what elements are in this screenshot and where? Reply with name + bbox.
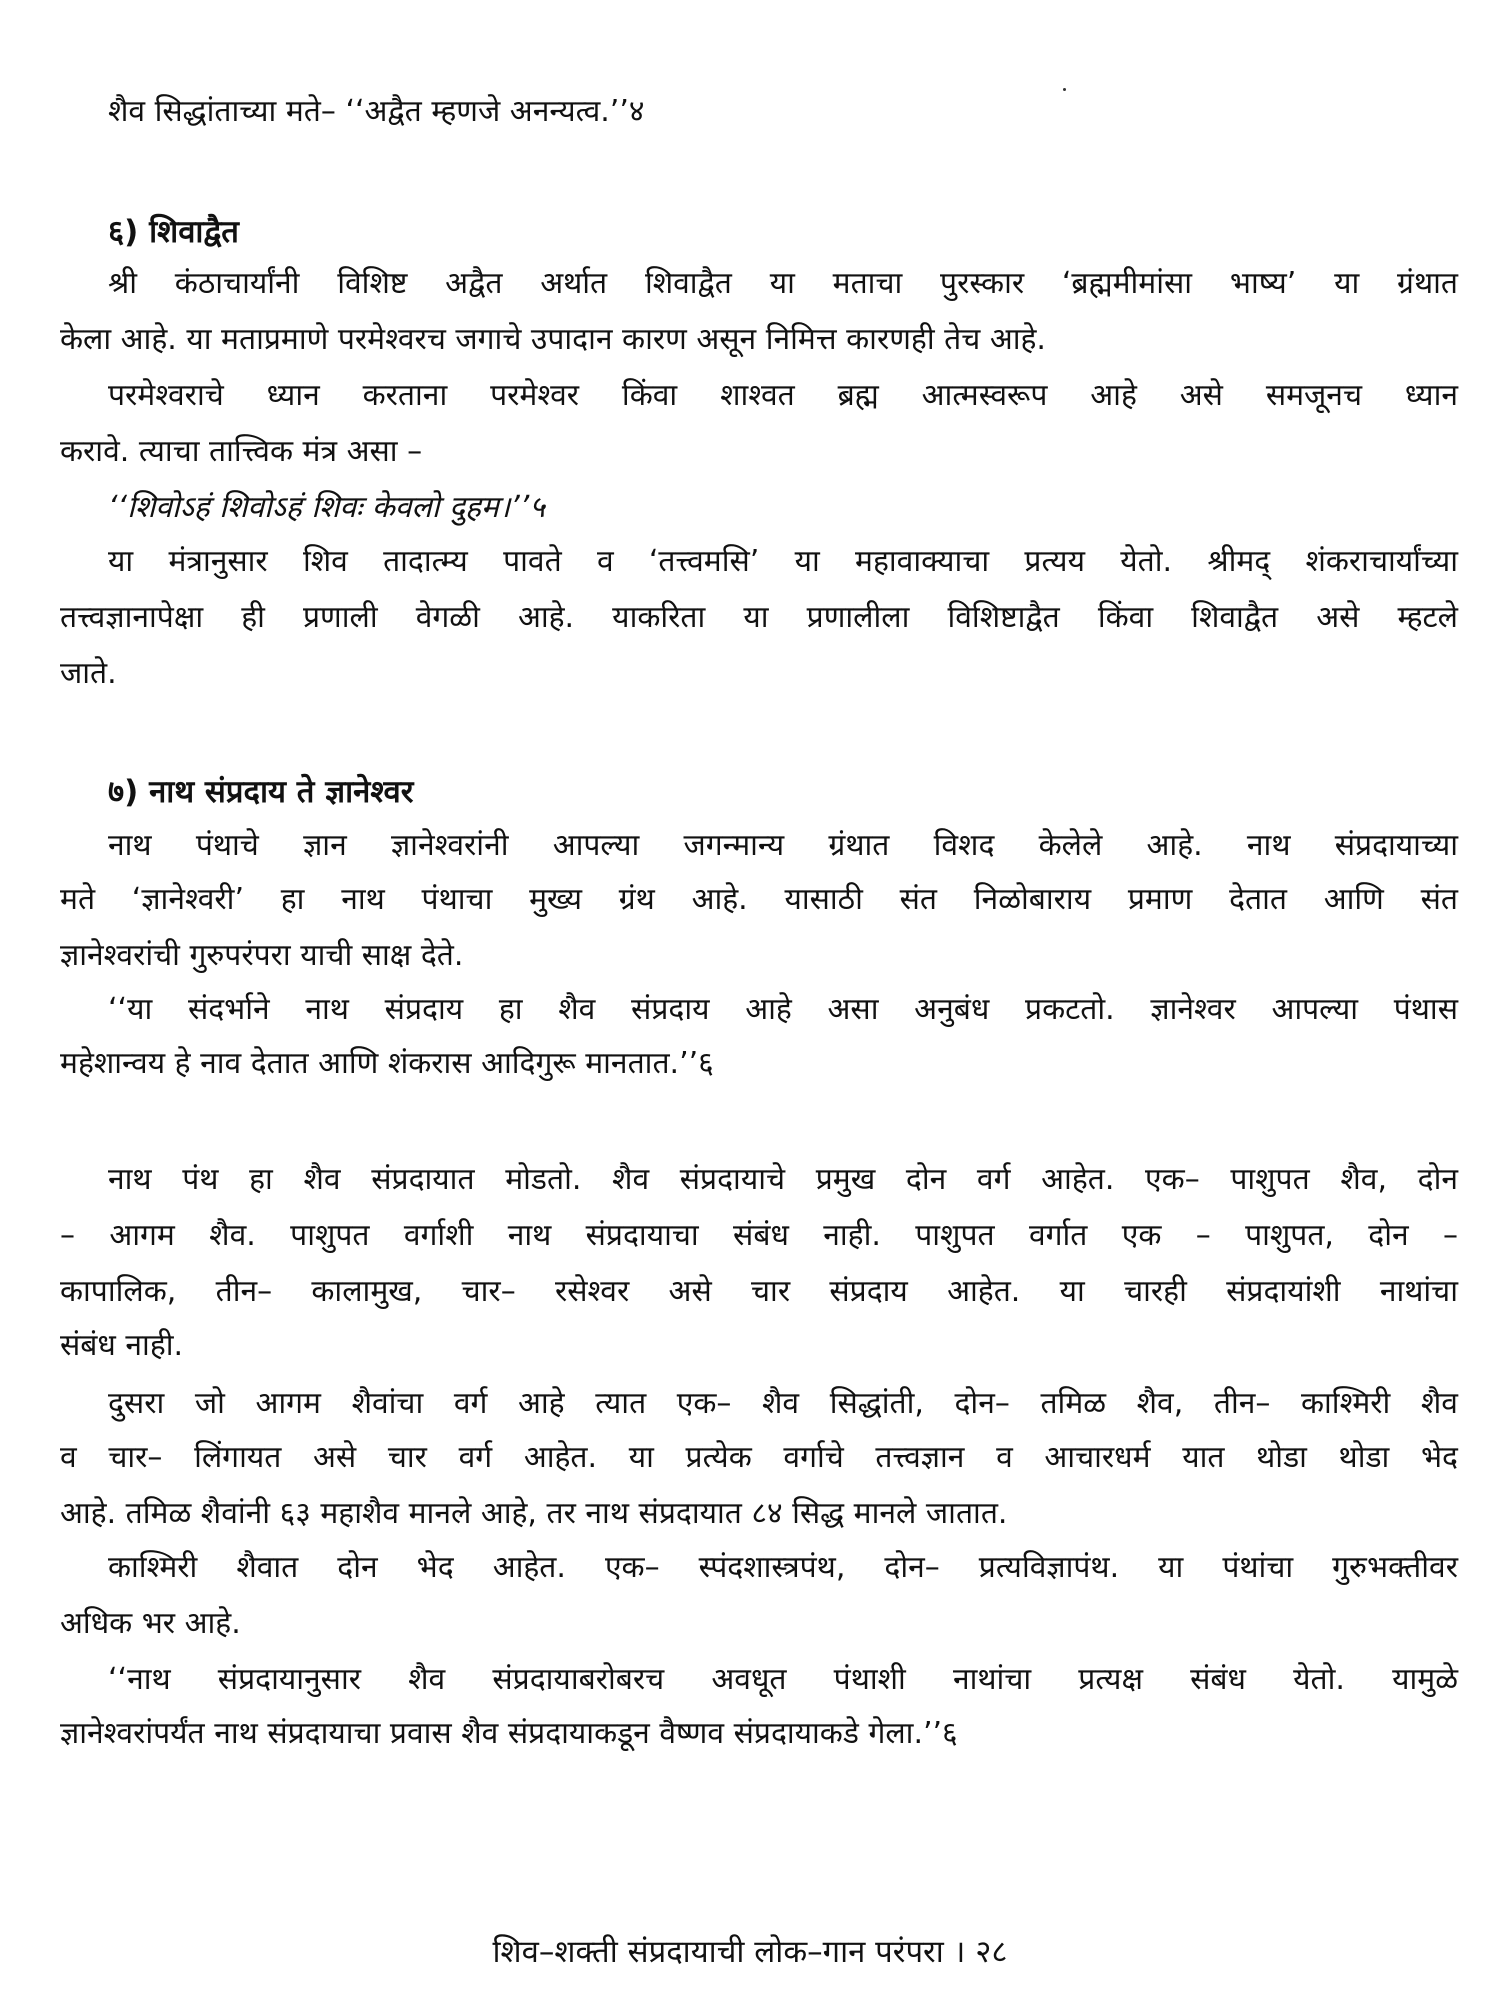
paragraph-line: या मंत्रानुसार शिव तादात्म्य पावते व ‘तत्त्वमसि’ या महावाक्याचा प्रत्यय येतो. श्रीमद् शंकराचार्यांच्या [108,544,1458,579]
quote-line: ‘‘या संदर्भाने नाथ संप्रदाय हा शैव संप्रदाय आहे असा अनुबंध प्रकटतो. ज्ञानेश्वर आपल्या पंथास [108,992,1458,1027]
paragraph-line: ज्ञानेश्वरांची गुरुपरंपरा याची साक्ष देते. [60,938,464,973]
paragraph-line: तत्त्वज्ञानापेक्षा ही प्रणाली वेगळी आहे. याकरिता या प्रणालीला विशिष्टाद्वैत किंवा शिवाद्वैत असे म्हटले [60,600,1458,635]
paragraph-line: व चार– लिंगायत असे चार वर्ग आहेत. या प्रत्येक वर्गाचे तत्त्वज्ञान व आचारधर्म यात थोडा थोडा भेद [60,1440,1458,1475]
paragraph-line: – आगम शैव. पाशुपत वर्गाशी नाथ संप्रदायाचा संबंध नाही. पाशुपत वर्गात एक – पाशुपत, दोन – [60,1218,1458,1253]
section-heading-6: ६) शिवाद्वैत [108,214,239,250]
paragraph-line: करावे. त्याचा तात्त्विक मंत्र असा – [60,434,423,469]
scan-speck [1063,88,1066,91]
section-heading-7: ७) नाथ संप्रदाय ते ज्ञानेश्वर [108,774,414,810]
paragraph-line: कापालिक, तीन– कालामुख, चार– रसेश्वर असे चार संप्रदाय आहेत. या चारही संप्रदायांशी नाथांचा [60,1274,1458,1309]
paragraph-line: दुसरा जो आगम शैवांचा वर्ग आहे त्यात एक– शैव सिद्धांती, दोन– तमिळ शैव, तीन– काश्मिरी शैव [108,1386,1458,1421]
paragraph-line: आहे. तमिळ शैवांनी ६३ महाशैव मानले आहे, तर नाथ संप्रदायात ८४ सिद्ध मानले जातात. [60,1496,1008,1531]
paragraph-line: अधिक भर आहे. [60,1606,241,1641]
paragraph-line: मते ‘ज्ञानेश्वरी’ हा नाथ पंथाचा मुख्य ग्रंथ आहे. यासाठी संत निळोबाराय प्रमाण देतात आणि संत [60,882,1458,917]
mantra-quote: ‘‘शिवोऽहं शिवोऽहं शिवः केवलो दुहम।’’५ [108,490,545,525]
paragraph-line: जाते. [60,656,117,691]
quote-line: ‘‘नाथ संप्रदायानुसार शैव संप्रदायाबरोबरच अवधूत पंथाशी नाथांचा प्रत्यक्ष संबंध येतो. यामुळे [108,1662,1458,1697]
quote-line-advaita: शैव सिद्धांताच्या मते– ‘‘अद्वैत म्हणजे अनन्यत्व.’’४ [108,94,645,129]
page-footer: शिव–शक्ती संप्रदायाची लोक–गान परंपरा । २८ [492,1934,1008,1970]
paragraph-line: नाथ पंथ हा शैव संप्रदायात मोडतो. शैव संप्रदायाचे प्रमुख दोन वर्ग आहेत. एक– पाशुपत शैव, दोन [108,1162,1458,1197]
paragraph-line: परमेश्वराचे ध्यान करताना परमेश्वर किंवा शाश्वत ब्रह्म आत्मस्वरूप आहे असे समजूनच ध्यान [108,378,1458,413]
paragraph-line: काश्मिरी शैवात दोन भेद आहेत. एक– स्पंदशास्त्रपंथ, दोन– प्रत्यविज्ञापंथ. या पंथांचा गुरुभक्तीवर [108,1550,1458,1585]
quote-line: महेशान्वय हे नाव देतात आणि शंकरास आदिगुरू मानतात.’’६ [60,1046,714,1081]
paragraph-line: केला आहे. या मताप्रमाणे परमेश्वरच जगाचे उपादान कारण असून निमित्त कारणही तेच आहे. [60,322,1046,357]
quote-line: ज्ञानेश्वरांपर्यंत नाथ संप्रदायाचा प्रवास शैव संप्रदायाकडून वैष्णव संप्रदायाकडे गेला.’’६ [60,1716,958,1751]
paragraph-line: नाथ पंथाचे ज्ञान ज्ञानेश्वरांनी आपल्या जगन्मान्य ग्रंथात विशद केलेले आहे. नाथ संप्रदायाच्या [108,828,1458,863]
paragraph-line: संबंध नाही. [60,1328,184,1363]
paragraph-line: श्री कंठाचार्यांनी विशिष्ट अद्वैत अर्थात शिवाद्वैत या मताचा पुरस्कार ‘ब्रह्ममीमांसा भाष्य’ या ग्रंथात [108,266,1458,301]
